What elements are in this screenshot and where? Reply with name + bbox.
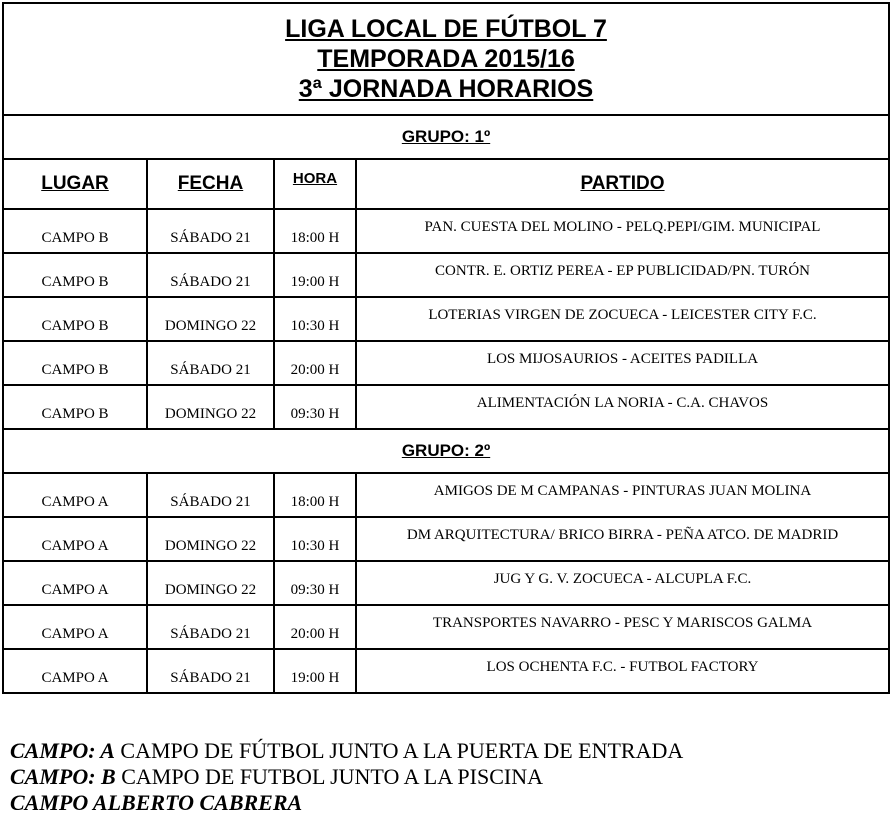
match-partido: AMIGOS DE M CAMPANAS - PINTURAS JUAN MOLINA	[356, 473, 889, 517]
match-partido: DM ARQUITECTURA/ BRICO BIRRA - PEÑA ATCO. DE MADRID	[356, 517, 889, 561]
match-fecha: DOMINGO 22	[147, 517, 274, 561]
match-hora: 09:30 H	[274, 385, 356, 429]
match-hora: 09:30 H	[274, 561, 356, 605]
match-row	[3, 473, 889, 517]
match-lugar: CAMPO A	[3, 561, 147, 605]
match-hora: 18:00 H	[274, 209, 356, 253]
schedule-table	[2, 2, 890, 694]
legend-campo-b-label: CAMPO: B	[10, 764, 116, 789]
match-lugar: CAMPO A	[3, 649, 147, 693]
match-lugar: CAMPO A	[3, 473, 147, 517]
match-partido: PAN. CUESTA DEL MOLINO - PELQ.PEPI/GIM. MUNICIPAL	[356, 209, 889, 253]
match-row	[3, 605, 889, 649]
match-hora: 19:00 H	[274, 253, 356, 297]
match-hora: 20:00 H	[274, 605, 356, 649]
header-fecha: FECHA	[147, 159, 274, 209]
match-fecha: SÁBADO 21	[147, 253, 274, 297]
match-row	[3, 517, 889, 561]
match-hora: 18:00 H	[274, 473, 356, 517]
match-row	[3, 649, 889, 693]
legend-venue-name: CAMPO ALBERTO CABRERA	[10, 790, 303, 815]
match-hora: 19:00 H	[274, 649, 356, 693]
header-hora: HORA	[274, 159, 356, 209]
match-fecha: SÁBADO 21	[147, 473, 274, 517]
match-hora: 10:30 H	[274, 517, 356, 561]
match-partido: JUG Y G. V. ZOCUECA - ALCUPLA F.C.	[356, 561, 889, 605]
schedule-sheet	[2, 2, 888, 694]
legend-campo-a	[10, 738, 683, 764]
header-row	[3, 159, 889, 209]
group-label: GRUPO: 1º	[3, 115, 889, 159]
match-row	[3, 253, 889, 297]
league-title: LIGA LOCAL DE FÚTBOL 7	[285, 15, 607, 43]
legend-campo-a-text: CAMPO DE FÚTBOL JUNTO A LA PUERTA DE ENTRADA	[114, 738, 684, 763]
match-fecha: DOMINGO 22	[147, 385, 274, 429]
match-row	[3, 341, 889, 385]
group-row	[3, 429, 889, 473]
round-title: 3ª JORNADA HORARIOS	[298, 75, 594, 103]
season-title: TEMPORADA 2015/16	[317, 45, 575, 73]
match-lugar: CAMPO B	[3, 209, 147, 253]
match-row	[3, 561, 889, 605]
match-fecha: SÁBADO 21	[147, 605, 274, 649]
match-lugar: CAMPO B	[3, 341, 147, 385]
match-fecha: DOMINGO 22	[147, 297, 274, 341]
match-partido: LOTERIAS VIRGEN DE ZOCUECA - LEICESTER CITY F.C.	[356, 297, 889, 341]
match-lugar: CAMPO A	[3, 517, 147, 561]
match-fecha: SÁBADO 21	[147, 341, 274, 385]
match-fecha: DOMINGO 22	[147, 561, 274, 605]
legend-venue	[10, 790, 683, 816]
header-lugar: LUGAR	[3, 159, 147, 209]
group-row	[3, 115, 889, 159]
match-fecha: SÁBADO 21	[147, 209, 274, 253]
match-lugar: CAMPO A	[3, 605, 147, 649]
match-lugar: CAMPO B	[3, 253, 147, 297]
match-partido: TRANSPORTES NAVARRO - PESC Y MARISCOS GALMA	[356, 605, 889, 649]
header-partido: PARTIDO	[356, 159, 889, 209]
group-label: GRUPO: 2º	[3, 429, 889, 473]
match-row	[3, 385, 889, 429]
legend-campo-a-label: CAMPO: A	[10, 738, 115, 763]
match-hora: 10:30 H	[274, 297, 356, 341]
match-row	[3, 297, 889, 341]
match-partido: LOS OCHENTA F.C. - FUTBOL FACTORY	[356, 649, 889, 693]
match-lugar: CAMPO B	[3, 385, 147, 429]
title-cell	[3, 3, 889, 115]
match-partido: ALIMENTACIÓN LA NORIA - C.A. CHAVOS	[356, 385, 889, 429]
match-partido: CONTR. E. ORTIZ PEREA - EP PUBLICIDAD/PN. TURÓN	[356, 253, 889, 297]
legend	[10, 738, 683, 816]
legend-campo-b-text: CAMPO DE FUTBOL JUNTO A LA PISCINA	[115, 764, 543, 789]
match-lugar: CAMPO B	[3, 297, 147, 341]
match-fecha: SÁBADO 21	[147, 649, 274, 693]
match-hora: 20:00 H	[274, 341, 356, 385]
title-row	[3, 3, 889, 115]
match-row	[3, 209, 889, 253]
match-partido: LOS MIJOSAURIOS - ACEITES PADILLA	[356, 341, 889, 385]
legend-campo-b	[10, 764, 683, 790]
